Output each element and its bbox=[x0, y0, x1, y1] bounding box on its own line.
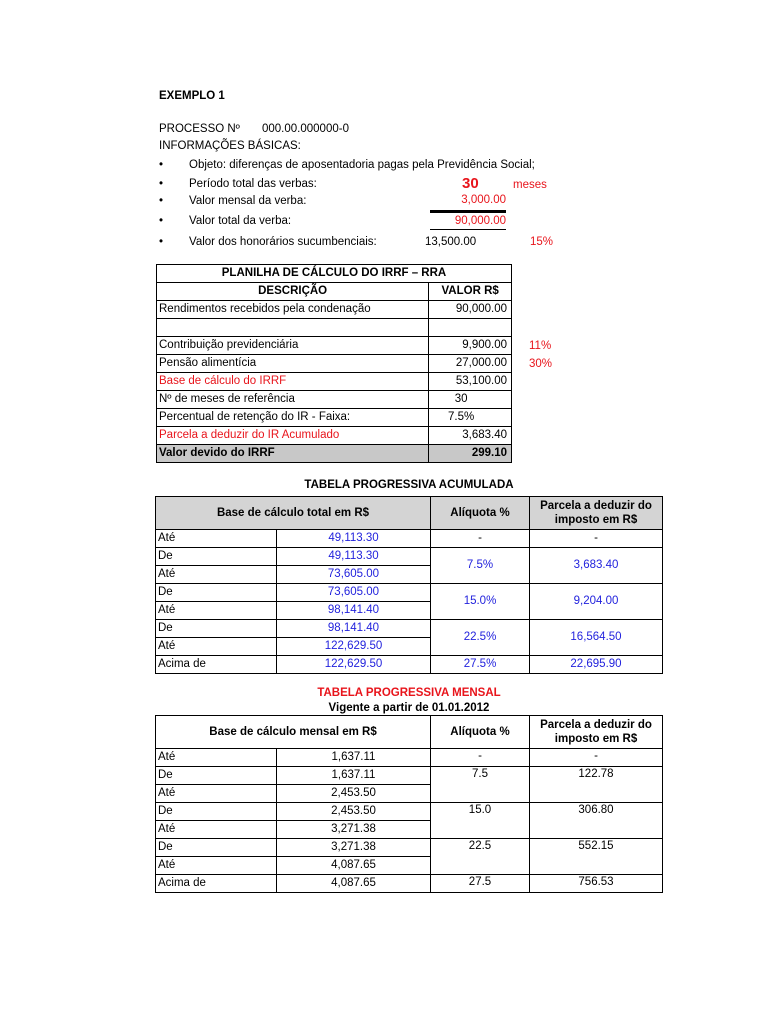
planilha-row bbox=[157, 391, 512, 409]
row-value: 2,453.50 bbox=[277, 785, 431, 803]
bullet-honorarios: • Valor dos honorários sucumbenciais: bbox=[189, 236, 377, 248]
acumulada-table bbox=[155, 496, 663, 674]
info-title: INFORMAÇÕES BÁSICAS: bbox=[159, 140, 301, 152]
planilha-desc: Base de cálculo do IRRF bbox=[157, 373, 429, 391]
row-label: Até bbox=[156, 602, 277, 620]
processo-label: PROCESSO Nº bbox=[159, 123, 240, 135]
row-label: Até bbox=[156, 857, 277, 875]
mensal-value: 3,000.00 bbox=[430, 194, 506, 211]
example-title: EXEMPLO 1 bbox=[159, 90, 225, 102]
planilha-desc: Percentual de retenção do IR - Faixa: bbox=[157, 409, 429, 427]
acumulada-col-aliquota: Alíquota % bbox=[431, 497, 530, 530]
total-value: 90,000.00 bbox=[430, 211, 506, 230]
table-row bbox=[156, 803, 663, 821]
mensal-subtitle: Vigente a partir de 01.01.2012 bbox=[328, 702, 490, 714]
row-label: Acima de bbox=[156, 875, 277, 893]
planilha-table bbox=[156, 264, 512, 463]
planilha-row bbox=[157, 319, 512, 337]
planilha-col-valor: VALOR R$ bbox=[429, 283, 512, 301]
planilha-title: PLANILHA DE CÁLCULO DO IRRF – RRA bbox=[157, 265, 512, 283]
row-label: De bbox=[156, 839, 277, 857]
planilha-valor bbox=[429, 319, 512, 337]
planilha-desc: Valor devido do IRRF bbox=[157, 445, 429, 463]
planilha-desc: Parcela a deduzir do IR Acumulado bbox=[157, 427, 429, 445]
row-value: 98,141.40 bbox=[277, 602, 431, 620]
row-parcela: 122.78 bbox=[530, 767, 663, 803]
row-parcela: 306.80 bbox=[530, 803, 663, 839]
row-label: De bbox=[156, 620, 277, 638]
mensal-table bbox=[155, 715, 663, 893]
row-parcela: 3,683.40 bbox=[530, 548, 663, 584]
planilha-desc: Nº de meses de referência bbox=[157, 391, 429, 409]
row-aliquota: 22.5% bbox=[431, 620, 530, 656]
row-label: Até bbox=[156, 821, 277, 839]
planilha-valor: 299.10 bbox=[429, 445, 512, 463]
row-value: 3,271.38 bbox=[277, 821, 431, 839]
planilha-row bbox=[157, 445, 512, 463]
row-aliquota: 22.5 bbox=[431, 839, 530, 875]
row-value: 122,629.50 bbox=[277, 656, 431, 674]
row-aliquota: - bbox=[431, 530, 530, 548]
planilha-valor: 9,900.00 bbox=[429, 337, 512, 355]
planilha-valor: 90,000.00 bbox=[429, 301, 512, 319]
row-label: De bbox=[156, 767, 277, 785]
row-value: 98,141.40 bbox=[277, 620, 431, 638]
row-aliquota: 15.0% bbox=[431, 584, 530, 620]
planilha-row bbox=[157, 301, 512, 319]
planilha-side-contrib: 11% bbox=[529, 340, 552, 352]
row-parcela: - bbox=[530, 530, 663, 548]
table-row bbox=[156, 584, 663, 602]
row-value: 49,113.30 bbox=[277, 530, 431, 548]
honorarios-pct: 15% bbox=[530, 236, 554, 248]
bullet-mensal: • Valor mensal da verba: bbox=[189, 195, 306, 207]
row-aliquota: 27.5 bbox=[431, 875, 530, 893]
planilha-row bbox=[157, 409, 512, 427]
row-label: De bbox=[156, 584, 277, 602]
row-label: Até bbox=[156, 749, 277, 767]
acumulada-title: TABELA PROGRESSIVA ACUMULADA bbox=[304, 479, 514, 491]
planilha-side-pensao: 30% bbox=[529, 358, 553, 370]
planilha-desc bbox=[157, 319, 429, 337]
row-value: 73,605.00 bbox=[277, 566, 431, 584]
row-label: Até bbox=[156, 566, 277, 584]
row-parcela: 16,564.50 bbox=[530, 620, 663, 656]
planilha-valor: 3,683.40 bbox=[429, 427, 512, 445]
row-label: Acima de bbox=[156, 656, 277, 674]
table-row bbox=[156, 767, 663, 785]
row-label: De bbox=[156, 803, 277, 821]
table-row bbox=[156, 875, 663, 893]
planilha-desc: Rendimentos recebidos pela condenação bbox=[157, 301, 429, 319]
row-value: 122,629.50 bbox=[277, 638, 431, 656]
row-value: 1,637.11 bbox=[277, 749, 431, 767]
row-parcela: - bbox=[530, 749, 663, 767]
row-label: Até bbox=[156, 530, 277, 548]
periodo-value: 30 bbox=[462, 175, 479, 192]
mensal-title: TABELA PROGRESSIVA MENSAL bbox=[317, 687, 501, 699]
honorarios-value: 13,500.00 bbox=[425, 236, 477, 248]
row-value: 2,453.50 bbox=[277, 803, 431, 821]
row-aliquota: 15.0 bbox=[431, 803, 530, 839]
planilha-col-desc: DESCRIÇÃO bbox=[157, 283, 429, 301]
row-parcela: 756.53 bbox=[530, 875, 663, 893]
row-value: 1,637.11 bbox=[277, 767, 431, 785]
acumulada-col-parcela: Parcela a deduzir do imposto em R$ bbox=[530, 497, 663, 530]
periodo-unit: meses bbox=[513, 179, 547, 191]
bullet-periodo: • Período total das verbas: bbox=[189, 178, 317, 190]
mensal-col-aliquota: Alíquota % bbox=[431, 716, 530, 749]
table-row bbox=[156, 530, 663, 548]
acumulada-col-base: Base de cálculo total em R$ bbox=[156, 497, 431, 530]
row-value: 4,087.65 bbox=[277, 857, 431, 875]
planilha-row bbox=[157, 373, 512, 391]
row-value: 49,113.30 bbox=[277, 548, 431, 566]
table-row bbox=[156, 548, 663, 566]
row-label: De bbox=[156, 548, 277, 566]
row-value: 73,605.00 bbox=[277, 584, 431, 602]
row-value: 3,271.38 bbox=[277, 839, 431, 857]
bullet-total: • Valor total da verba: bbox=[189, 215, 291, 227]
processo-number: 000.00.000000-0 bbox=[262, 123, 349, 135]
planilha-row bbox=[157, 427, 512, 445]
planilha-valor: 30 bbox=[429, 391, 512, 409]
planilha-valor: 27,000.00 bbox=[429, 355, 512, 373]
row-label: Até bbox=[156, 638, 277, 656]
row-aliquota: 7.5% bbox=[431, 548, 530, 584]
bullet-objeto: • Objeto: diferenças de aposentadoria pagas pela Previdência Social; bbox=[189, 159, 535, 171]
planilha-desc: Pensão alimentícia bbox=[157, 355, 429, 373]
row-parcela: 22,695.90 bbox=[530, 656, 663, 674]
planilha-valor: 53,100.00 bbox=[429, 373, 512, 391]
mensal-col-parcela: Parcela a deduzir do imposto em R$ bbox=[530, 716, 663, 749]
mensal-col-base: Base de cálculo mensal em R$ bbox=[156, 716, 431, 749]
row-parcela: 552.15 bbox=[530, 839, 663, 875]
planilha-valor: 7.5% bbox=[429, 409, 512, 427]
row-value: 4,087.65 bbox=[277, 875, 431, 893]
planilha-row bbox=[157, 355, 512, 373]
table-row bbox=[156, 839, 663, 857]
table-row bbox=[156, 620, 663, 638]
table-row bbox=[156, 749, 663, 767]
row-aliquota: 27.5% bbox=[431, 656, 530, 674]
row-aliquota: 7.5 bbox=[431, 767, 530, 803]
row-parcela: 9,204.00 bbox=[530, 584, 663, 620]
planilha-row bbox=[157, 337, 512, 355]
table-row bbox=[156, 656, 663, 674]
row-label: Até bbox=[156, 785, 277, 803]
row-aliquota: - bbox=[431, 749, 530, 767]
planilha-desc: Contribuição previdenciária bbox=[157, 337, 429, 355]
